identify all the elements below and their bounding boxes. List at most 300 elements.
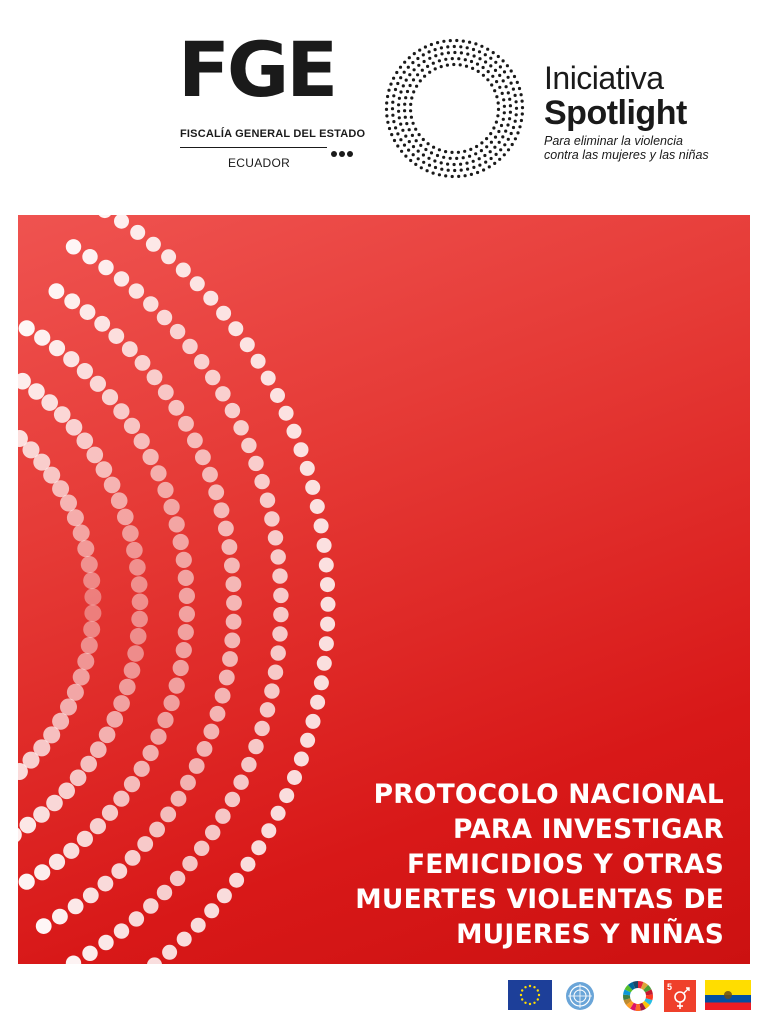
ring-dot (438, 148, 441, 151)
pattern-dot (127, 645, 144, 662)
pattern-dot (108, 328, 124, 344)
ring-dot (462, 40, 465, 43)
pattern-dot (99, 727, 116, 744)
ring-dot (440, 65, 443, 68)
pattern-dot (132, 594, 149, 611)
ring-dot (422, 138, 425, 141)
ring-dot (422, 161, 425, 164)
pattern-dot (157, 885, 172, 900)
ring-dot (487, 70, 490, 73)
pattern-dot (122, 525, 139, 542)
ring-dot (440, 161, 443, 164)
pattern-dot (33, 806, 50, 823)
pattern-dot (84, 588, 101, 605)
pattern-dot (170, 871, 185, 886)
pattern-dot (104, 477, 121, 494)
pattern-dot (77, 363, 93, 379)
fge-logo-text: FGE (178, 25, 336, 114)
ring-dot (395, 71, 398, 74)
ring-dot (498, 86, 501, 89)
pattern-dot (80, 304, 96, 320)
ring-dot (483, 154, 486, 157)
pattern-dot (215, 688, 231, 704)
ring-dot (394, 126, 397, 129)
ring-dot (392, 120, 395, 123)
pattern-dot (169, 678, 185, 694)
ring-dot (422, 153, 425, 156)
spotlight-line2: Spotlight (544, 94, 687, 132)
ring-dot (475, 145, 478, 148)
pattern-dot (233, 420, 248, 435)
pattern-dot (143, 745, 159, 761)
pattern-dot (49, 283, 65, 299)
ring-dot (423, 75, 426, 78)
ring-dot (438, 173, 441, 176)
ring-dot (486, 78, 489, 81)
pattern-dot (73, 669, 90, 686)
pattern-dot (214, 502, 230, 518)
pattern-dot (202, 467, 218, 483)
ring-dot (403, 103, 406, 106)
ring-dot (428, 71, 431, 74)
pattern-dot (219, 670, 235, 686)
ring-dot (499, 65, 502, 68)
pattern-dot (321, 597, 336, 612)
pattern-dot (195, 449, 211, 465)
ring-dot (444, 58, 447, 61)
ring-dot (430, 151, 433, 154)
pattern-dot (189, 758, 205, 774)
ring-dot (472, 166, 475, 169)
ring-dot (521, 112, 524, 115)
pattern-dot (34, 864, 50, 880)
ring-dot (489, 132, 492, 135)
eu-star (533, 986, 535, 988)
ring-dot (417, 64, 420, 67)
pattern-dot (134, 433, 150, 449)
ring-dot (482, 74, 485, 77)
pattern-dot (28, 383, 45, 400)
pattern-dot (83, 621, 100, 638)
pattern-dot (66, 419, 83, 436)
ring-dot (409, 103, 412, 106)
pattern-dot (58, 783, 75, 800)
ring-dot (401, 129, 404, 132)
pattern-dot (113, 403, 129, 419)
ring-dot (484, 60, 487, 63)
ring-dot (505, 85, 508, 88)
ring-dot (451, 175, 454, 178)
pattern-dot (176, 642, 192, 658)
ring-dot (391, 107, 394, 110)
pattern-dot (319, 558, 334, 573)
ring-dot (476, 63, 479, 66)
ring-dot (507, 148, 510, 151)
pattern-dot (60, 699, 77, 716)
pattern-dot (150, 465, 166, 481)
ring-dot (484, 161, 487, 164)
ring-dot (394, 88, 397, 91)
pattern-dot (178, 624, 194, 640)
ring-dot (440, 168, 443, 171)
ring-dot (465, 162, 468, 165)
ring-dot (399, 123, 402, 126)
ring-dot (509, 111, 512, 114)
ring-dot (484, 53, 487, 56)
ring-dot (462, 156, 465, 159)
ring-dot (497, 101, 500, 104)
ring-dot (434, 54, 437, 57)
pattern-dot (314, 518, 329, 533)
ring-dot (512, 88, 515, 91)
sdg-wheel-icon (622, 980, 654, 1012)
ring-dot (457, 175, 460, 178)
ring-dot (432, 62, 435, 65)
ring-dot (417, 157, 420, 160)
pattern-dot (305, 480, 320, 495)
spotlight-ring-icon (382, 36, 527, 181)
pattern-dot (261, 371, 276, 386)
ring-dot (480, 149, 483, 152)
pattern-dot (270, 388, 285, 403)
ring-dot (405, 122, 408, 125)
ring-dot (424, 148, 427, 151)
ring-dot (418, 49, 421, 52)
pattern-dot (87, 447, 104, 464)
pattern-dot (113, 695, 130, 712)
pattern-dot (228, 321, 243, 336)
pattern-dot (204, 724, 220, 740)
ring-dot (412, 90, 415, 93)
ring-dot (466, 46, 469, 49)
pattern-dot (216, 306, 231, 321)
ring-dot (412, 153, 415, 156)
ring-dot (449, 157, 452, 160)
pattern-dot (122, 341, 138, 357)
eu-star (529, 1003, 531, 1005)
ring-dot (408, 140, 411, 143)
ring-dot (503, 153, 506, 156)
pattern-dot (130, 628, 147, 645)
ring-dot (403, 144, 406, 147)
ring-dot (490, 83, 493, 86)
pattern-dot (157, 712, 173, 728)
pattern-dot (63, 843, 79, 859)
ring-dot (411, 61, 414, 64)
eu-star (537, 989, 539, 991)
ring-dot (407, 149, 410, 152)
cover-title-line: PROTOCOLO NACIONAL (373, 779, 724, 810)
ring-dot (472, 160, 475, 163)
cover-title-line: FEMICIDIOS Y OTRAS (406, 849, 724, 880)
pattern-dot (98, 876, 114, 892)
ring-dot (404, 135, 407, 138)
ring-dot (422, 53, 425, 56)
ring-dot (492, 126, 495, 129)
pattern-dot (205, 370, 220, 385)
pattern-dot (218, 521, 234, 537)
ring-dot (480, 141, 483, 144)
ring-dot (444, 150, 447, 153)
sdg5-gender-equality-icon (664, 980, 696, 1012)
ring-dot (387, 89, 390, 92)
ring-dot (385, 108, 388, 111)
cover-title (204, 777, 724, 952)
ring-dot (510, 132, 513, 135)
ring-dot (506, 123, 509, 126)
pattern-dot (248, 456, 263, 471)
fge-subtitle: FISCALÍA GENERAL DEL ESTADO (180, 128, 366, 140)
ring-dot (511, 143, 514, 146)
ring-dot (514, 120, 517, 123)
pattern-dot (241, 438, 256, 453)
pattern-dot (251, 354, 266, 369)
pattern-dot (300, 461, 315, 476)
ring-dot (440, 52, 443, 55)
pattern-dot (114, 215, 129, 229)
pattern-dot (34, 330, 50, 346)
pattern-dot (77, 653, 94, 670)
ring-dot (389, 83, 392, 86)
ring-dot (520, 93, 523, 96)
ring-dot (452, 63, 455, 66)
ring-dot (432, 172, 435, 175)
ring-dot (464, 174, 467, 177)
pattern-dot (224, 633, 240, 649)
ring-dot (413, 68, 416, 71)
ring-dot (498, 158, 501, 161)
ring-dot (427, 142, 430, 145)
ring-dot (480, 45, 483, 48)
ring-dot (491, 75, 494, 78)
pattern-dot (77, 540, 94, 557)
pattern-dot (178, 570, 194, 586)
ring-dot (498, 74, 501, 77)
ring-dot (388, 127, 391, 130)
ring-dot (421, 69, 424, 72)
pattern-dot (96, 461, 113, 478)
pattern-dot (90, 818, 106, 834)
cover-panel (18, 215, 750, 964)
ring-dot (470, 60, 473, 63)
ring-dot (459, 163, 462, 166)
pattern-dot (111, 863, 127, 879)
pattern-dot (73, 525, 90, 542)
pattern-dot (194, 354, 209, 369)
pattern-dot (178, 416, 194, 432)
pattern-dot (170, 324, 185, 339)
ring-dot (438, 59, 441, 62)
pattern-dot (66, 239, 81, 254)
pattern-dot (180, 775, 196, 791)
ring-dot (493, 162, 496, 165)
ring-dot (413, 52, 416, 55)
pattern-dot (60, 495, 77, 512)
pattern-dot (102, 389, 118, 405)
pattern-dot (147, 957, 162, 964)
pattern-dot (197, 741, 213, 757)
pattern-dot (176, 552, 192, 568)
ring-dot (404, 155, 407, 158)
ring-dot (432, 146, 435, 149)
pattern-dot (134, 761, 150, 777)
pattern-dot (67, 509, 84, 526)
pattern-dot (179, 606, 195, 622)
ring-dot (504, 130, 507, 133)
pattern-dot (147, 369, 163, 385)
ring-dot (415, 85, 418, 88)
un-emblem-icon (562, 980, 598, 1012)
ring-dot (416, 57, 419, 60)
pattern-dot (248, 739, 263, 754)
ring-dot (434, 67, 437, 70)
ring-dot (466, 168, 469, 171)
ring-dot (399, 138, 402, 141)
ring-dot (497, 55, 500, 58)
ring-dot (412, 78, 415, 81)
ring-dot (507, 138, 510, 141)
ring-dot (490, 157, 493, 160)
ring-dot (436, 154, 439, 157)
ring-dot (403, 61, 406, 64)
pattern-dot (113, 791, 129, 807)
fge-logo (178, 25, 366, 173)
ring-dot (433, 159, 436, 162)
ring-dot (468, 41, 471, 44)
ring-dot (488, 165, 491, 168)
pattern-dot (264, 511, 279, 526)
pattern-dot (137, 836, 153, 852)
ring-dot (486, 48, 489, 51)
pattern-dot (273, 607, 288, 622)
fge-country: ECUADOR (228, 156, 291, 170)
ring-dot (516, 131, 519, 134)
pattern-dot (83, 888, 99, 904)
ring-dot (442, 40, 445, 43)
pattern-dot (162, 945, 177, 960)
ring-dot (506, 64, 509, 67)
pattern-dot (70, 770, 87, 787)
ring-dot (516, 81, 519, 84)
pattern-dot (273, 588, 288, 603)
pattern-dot (203, 291, 218, 306)
spotlight-tagline-2: contra las mujeres y las niñas (544, 148, 709, 162)
ring-dot (494, 136, 497, 139)
pattern-dot (300, 733, 315, 748)
ring-dot (396, 132, 399, 135)
ring-dot (503, 111, 506, 114)
ring-dot (397, 110, 400, 113)
ring-dot (514, 137, 517, 140)
pattern-dot (82, 249, 97, 264)
pattern-dot (173, 534, 189, 550)
ring-dot (393, 139, 396, 142)
ring-dot (494, 61, 497, 64)
spotlight-line1: Iniciativa (544, 60, 664, 96)
ring-dot (434, 48, 437, 51)
ring-dot (426, 65, 429, 68)
pattern-dot (77, 433, 94, 450)
ring-dot (396, 82, 399, 85)
pattern-dot (124, 418, 140, 434)
pattern-dot (63, 351, 79, 367)
ring-dot (440, 46, 443, 49)
ring-dot (418, 133, 421, 136)
ring-dot (502, 118, 505, 121)
ring-dot (402, 84, 405, 87)
pattern-dot (254, 721, 269, 736)
ring-dot (489, 64, 492, 67)
ring-dot (412, 122, 415, 125)
ring-dot (520, 119, 523, 122)
ring-dot (474, 42, 477, 45)
pattern-dot (173, 660, 189, 676)
fge-divider (180, 147, 327, 148)
pattern-dot (67, 684, 84, 701)
pattern-dot (129, 559, 146, 576)
ring-dot (436, 41, 439, 44)
ring-dot (485, 145, 488, 148)
pattern-dot (177, 932, 192, 947)
pattern-dot (187, 433, 203, 449)
ring-dot (419, 144, 422, 147)
pattern-dot (129, 283, 144, 298)
ring-dot (512, 126, 515, 129)
ring-dot (507, 91, 510, 94)
ring-dot (513, 75, 516, 78)
ring-dot (416, 73, 419, 76)
pattern-dot (81, 556, 98, 573)
ring-dot (396, 144, 399, 147)
ring-dot (489, 57, 492, 60)
pattern-dot (176, 263, 191, 278)
pattern-dot (114, 923, 129, 938)
ring-dot (510, 82, 513, 85)
pattern-dot (46, 795, 63, 812)
pattern-dot (143, 898, 158, 913)
ring-dot (409, 109, 412, 112)
ring-dot (399, 90, 402, 93)
spotlight-tagline-1: Para eliminar la violencia (544, 134, 683, 148)
ring-dot (502, 79, 505, 82)
ring-dot (417, 150, 420, 153)
ring-dot (455, 39, 458, 42)
pattern-dot (190, 276, 205, 291)
ring-dot (463, 150, 466, 153)
pattern-dot (124, 776, 140, 792)
pattern-dot (149, 822, 165, 838)
eu-star (521, 998, 523, 1000)
pattern-dot (164, 695, 180, 711)
pattern-dot (54, 406, 71, 423)
pattern-dot (264, 683, 279, 698)
ring-dot (409, 84, 412, 87)
eu-star (537, 998, 539, 1000)
ring-dot (404, 116, 407, 119)
pattern-dot (161, 249, 176, 264)
ring-dot (494, 69, 497, 72)
ring-dot (470, 173, 473, 176)
pattern-dot (97, 215, 112, 218)
ring-dot (447, 169, 450, 172)
ring-dot (460, 51, 463, 54)
pattern-dot (317, 656, 332, 671)
ring-dot (496, 114, 499, 117)
ring-dot (510, 69, 513, 72)
ring-dot (453, 51, 456, 54)
pattern-dot (271, 645, 286, 660)
ring-dot (397, 103, 400, 106)
